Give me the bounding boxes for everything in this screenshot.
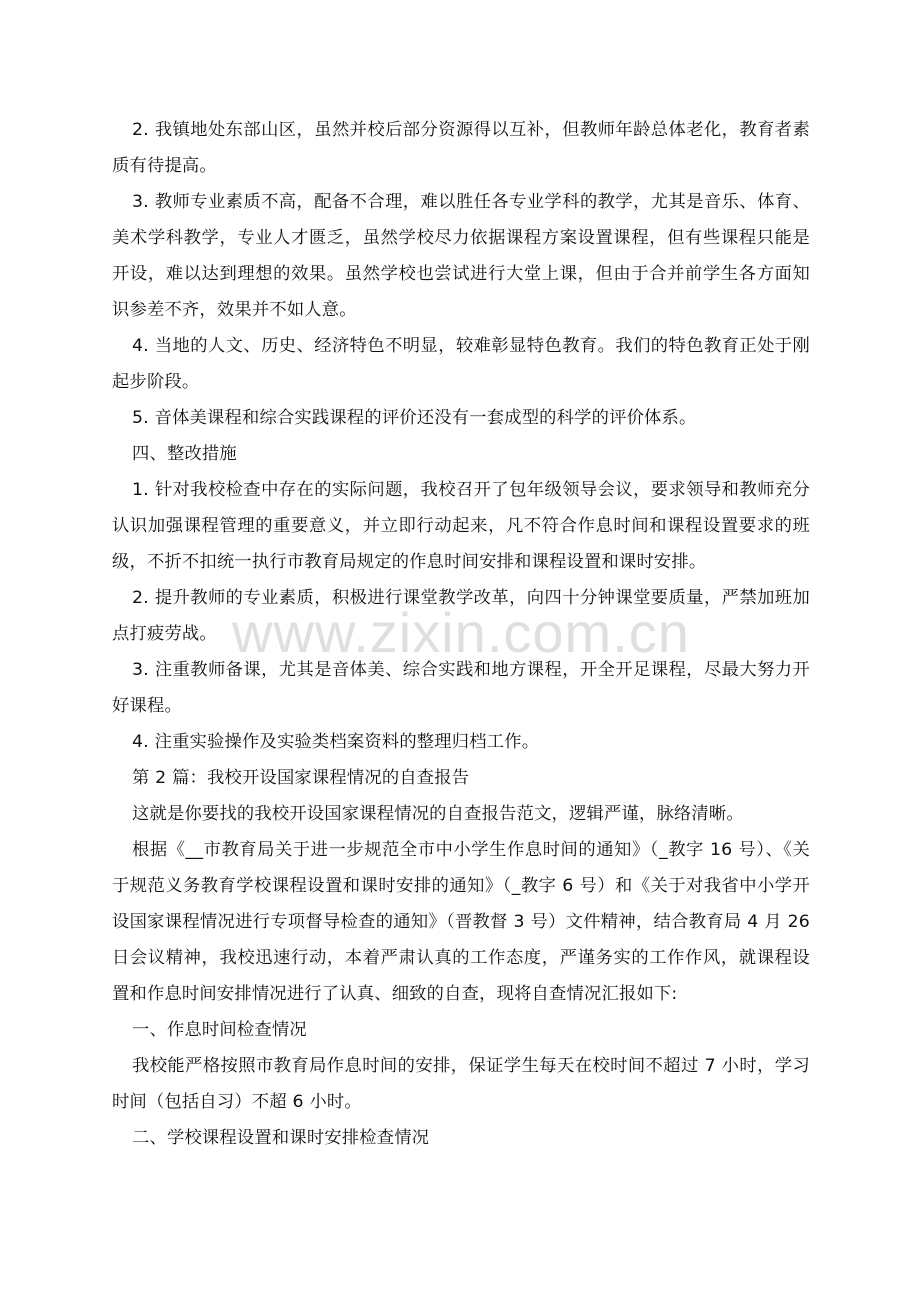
article-title-part-2: 第 2 篇：我校开设国家课程情况的自查报告 (132, 768, 470, 788)
section-heading-rectification: 四、整改措施 (132, 444, 237, 464)
paragraph-measure-3: 3. 注重教师备课，尤其是音体美、综合实践和地方课程，开全开足课程，尽最大努力开好课程。 (112, 660, 810, 716)
paragraph-deficiency-4: 4. 当地的人文、历史、经济特色不明显，较难彰显特色教育。我们的特色教育正处于刚起步阶段。 (112, 336, 810, 392)
section-heading-schedule-check: 一、作息时间检查情况 (132, 1020, 307, 1040)
paragraph-intro: 这就是你要找的我校开设国家课程情况的自查报告范文，逻辑严谨，脉络清晰。 (132, 804, 744, 824)
paragraph-measure-2: 2. 提升教师的专业素质，积极进行课堂教学改革，向四十分钟课堂要质量，严禁加班加点打疲劳战。 (112, 588, 810, 644)
paragraph-deficiency-5: 5. 音体美课程和综合实践课程的评价还没有一套成型的科学的评价体系。 (132, 408, 697, 428)
section-heading-curriculum-check: 二、学校课程设置和课时安排检查情况 (132, 1128, 430, 1148)
paragraph-schedule-check: 我校能严格按照市教育局作息时间的安排，保证学生每天在校时间不超过 7 小时，学习时间（包括自习）不超 6 小时。 (112, 1056, 810, 1112)
watermark-text: www.zixin.com.cn (232, 601, 690, 664)
paragraph-deficiency-2: 2. 我镇地处东部山区，虽然并校后部分资源得以互补，但教师年龄总体老化，教育者素质有待提高。 (112, 120, 810, 176)
paragraph-measure-4: 4. 注重实验操作及实验类档案资料的整理归档工作。 (132, 732, 540, 752)
paragraph-measure-1: 1. 针对我校检查中存在的实际问题，我校召开了包年级领导会议，要求领导和教师充分认识加强课程管理的重要意义，并立即行动起来，凡不符合作息时间和课程设置要求的班级，不折不扣统一执行市教育局规定的作息时间安排和课程设置和课时安排。 (112, 480, 810, 572)
document-body (112, 112, 810, 1156)
paragraph-deficiency-3: 3. 教师专业素质不高，配备不合理，难以胜任各专业学科的教学，尤其是音乐、体育、美术学科教学，专业人才匮乏，虽然学校尽力依据课程方案设置课程，但有些课程只能是开设，难以达到理想的效果。虽然学校也尝试进行大堂上课，但由于合并前学生各方面知识参差不齐，效果并不如人意。 (112, 192, 810, 320)
paragraph-basis: 根据《__市教育局关于进一步规范全市中小学生作息时间的通知》（_教字 16 号）、《关于规范义务教育学校课程设置和课时安排的通知》（_教字 6 号）和《关于对我省中小学开设国家课程情况进行专项督导检查的通知》（晋教督 3 号）文件精神，结合教育局 4 月 26 日会议精神，我校迅速行动，本着严肃认真的工作态度，严谨务实的工作作风，就课程设置和作息时间安排情况进行了认真、细致的自查，现将自查情况汇报如下: (112, 840, 810, 1004)
